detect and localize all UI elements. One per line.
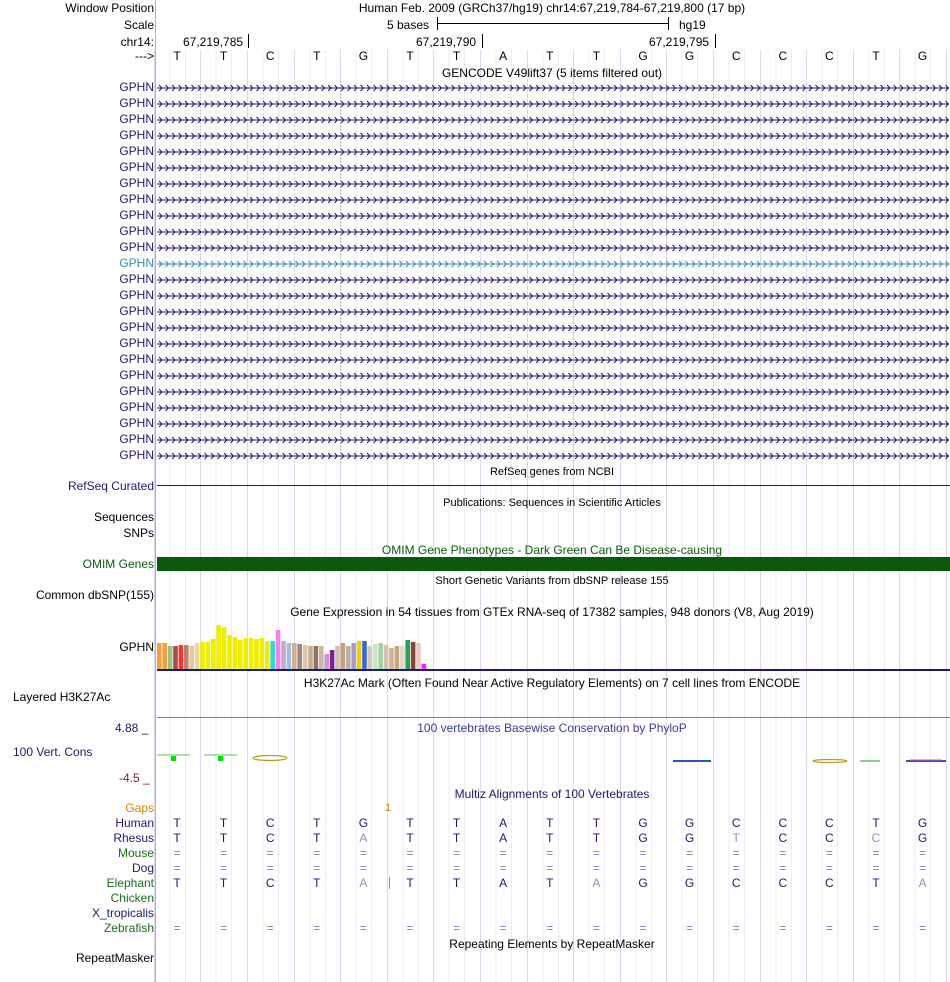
reference-base: T [313,49,321,63]
aligned-base: = [825,921,833,935]
phylop-max: 4.88 _ [115,721,149,735]
gencode-row-label[interactable]: GPHN [119,80,154,94]
aligned-base: = [872,846,880,860]
gaps-label: Gaps [125,801,154,815]
gencode-row-label[interactable]: GPHN [119,272,154,286]
dbsnp-title[interactable]: Short Genetic Variants from dbSNP release 155 [435,575,669,587]
gencode-row-label[interactable]: GPHN [119,240,154,254]
aligned-base: T [173,816,181,830]
aligned-base: = [872,921,880,935]
aligned-base: = [499,921,507,935]
gencode-row-label[interactable]: GPHN [119,224,154,238]
h3k27ac-title[interactable]: H3K27Ac Mark (Often Found Near Active Regulatory Elements) on 7 cell lines from ENCODE [303,676,801,690]
reference-base: G [684,49,695,63]
omim-label[interactable]: OMIM Genes [82,557,154,571]
reference-base: T [872,49,880,63]
aligned-base: = [406,921,414,935]
aligned-base: T [313,876,321,890]
reference-base: C [825,49,834,63]
reference-base: C [265,49,275,63]
aligned-base: T [219,831,228,845]
reference-base: T [406,49,414,63]
aligned-base: A [499,831,508,845]
aligned-base: = [266,921,274,935]
reference-base: G [917,49,928,63]
reference-base: T [546,49,554,63]
gencode-row-label[interactable]: GPHN [119,96,154,110]
publications-title[interactable]: Publications: Sequences in Scientific Articles [443,497,661,509]
aligned-base: = [173,921,181,935]
aligned-base: C [778,816,788,830]
gencode-row-label[interactable]: GPHN [119,112,154,126]
gencode-row-label[interactable]: GPHN [119,208,154,222]
species-label[interactable]: X_tropicalis [91,906,154,920]
aligned-base: T [592,816,601,830]
aligned-base: C [825,831,834,845]
gencode-row-label[interactable]: GPHN [119,320,154,334]
aligned-base: C [825,876,834,890]
aligned-base: T [313,816,321,830]
aligned-base: = [639,921,647,935]
gencode-row-label[interactable]: GPHN [119,176,154,190]
strand-label: ---> [135,49,154,63]
aligned-base: = [732,846,740,860]
aligned-base: = [872,861,880,875]
gencode-row-label[interactable]: GPHN [119,368,154,382]
aligned-base: T [592,831,601,845]
aligned-base: A [359,876,368,890]
aligned-base: = [779,846,787,860]
aligned-base: = [592,861,600,875]
aligned-base: C [731,876,741,890]
gencode-row-label[interactable]: GPHN [119,400,154,414]
scale-label: Scale [123,18,154,32]
aligned-base: G [684,876,695,890]
aligned-base: T [452,876,461,890]
aligned-base: = [686,921,694,935]
aligned-base: T [406,831,414,845]
aligned-base: = [732,921,740,935]
aligned-base: A [499,876,508,890]
aligned-base: = [406,846,414,860]
refseq-label[interactable]: RefSeq Curated [67,479,154,493]
aligned-base: = [313,861,321,875]
phylop-positive-mark [218,756,223,761]
aligned-base: T [546,876,554,890]
aligned-base: C [265,876,275,890]
aligned-base: T [219,816,228,830]
aligned-base: T [406,816,414,830]
aligned-base: G [917,816,928,830]
assembly-label: hg19 [679,18,706,32]
aligned-base: C [778,876,788,890]
aligned-base: = [453,861,461,875]
aligned-base: = [220,861,228,875]
species-label[interactable]: Mouse [117,846,154,860]
gencode-row-label[interactable]: GPHN [119,256,154,270]
aligned-base: T [452,816,461,830]
aligned-base: = [919,861,927,875]
aligned-base: = [919,921,927,935]
aligned-base: = [779,861,787,875]
aligned-base: = [639,846,647,860]
phylop-positive-mark [171,756,176,761]
publications-snps-label[interactable]: SNPs [123,526,154,540]
aligned-base: = [173,846,181,860]
aligned-base: C [265,816,275,830]
reference-base: T [173,49,181,63]
scale-text: 5 bases [387,18,430,32]
aligned-base: T [872,816,880,830]
aligned-base: = [499,846,507,860]
aligned-base: A [592,876,601,890]
aligned-base: T [173,831,181,845]
gencode-row-label[interactable]: GPHN [119,416,154,430]
window-position-text: Human Feb. 2009 (GRCh37/hg19) chr14:67,219,784-67,219,800 (17 bp) [358,1,746,15]
species-label[interactable]: Human [115,816,154,830]
species-label[interactable]: Elephant [106,876,154,890]
aligned-base: T [546,831,554,845]
gencode-row-label[interactable]: GPHN [119,192,154,206]
gap-count: 1 [385,802,392,814]
coord-tick-2: 67,219,790 [416,35,477,49]
refseq-title[interactable]: RefSeq genes from NCBI [489,466,615,478]
aligned-base: = [919,846,927,860]
reference-base: A [499,49,508,63]
aligned-base: = [453,846,461,860]
aligned-base: G [638,831,648,845]
aligned-base: C [871,831,881,845]
aligned-base: = [546,846,554,860]
gtex-title[interactable]: Gene Expression in 54 tissues from GTEx RNA-seq of 17382 samples, 948 donors (V8, Aug 2019) [290,605,814,619]
aligned-base: = [592,921,600,935]
aligned-base: = [406,861,414,875]
gencode-row-label[interactable]: GPHN [119,144,154,158]
aligned-base: = [313,921,321,935]
aligned-base: C [265,831,275,845]
species-label[interactable]: Zebrafish [103,921,154,935]
repeatmasker-title[interactable]: Repeating Elements by RepeatMasker [449,937,655,951]
aligned-base: A [359,831,368,845]
gencode-row-label[interactable]: GPHN [119,352,154,366]
aligned-base: = [686,846,694,860]
reference-base: T [452,49,461,63]
window-position-label: Window Position [65,1,154,15]
gencode-row-label[interactable]: GPHN [119,160,154,174]
aligned-base: = [499,861,507,875]
reference-base: C [778,49,788,63]
gtex-label[interactable]: GPHN [119,640,154,654]
aligned-base: = [313,846,321,860]
aligned-base: = [825,846,833,860]
gencode-row-label[interactable]: GPHN [119,288,154,302]
reference-base: T [219,49,228,63]
aligned-base: G [638,876,648,890]
reference-base: G [358,49,369,63]
elephant-insertion-mark [389,877,390,889]
gencode-row-label[interactable]: GPHN [119,432,154,446]
aligned-base: A [499,816,508,830]
aligned-base: = [686,861,694,875]
aligned-base: G [684,816,695,830]
aligned-base: = [592,846,600,860]
aligned-base: = [220,921,228,935]
aligned-base: = [173,861,181,875]
aligned-base: = [359,846,367,860]
gencode-row-label[interactable]: GPHN [119,128,154,142]
phylop-label[interactable]: 100 Vert. Cons [13,745,93,759]
publications-sequences-label[interactable]: Sequences [93,510,154,524]
phylop-neutral-mark [253,756,287,761]
aligned-base: C [778,831,788,845]
aligned-base: G [684,831,695,845]
phylop-title[interactable]: 100 vertebrates Basewise Conservation by PhyloP [417,721,687,735]
aligned-base: C [731,816,741,830]
aligned-base: G [358,816,369,830]
aligned-base: A [918,876,927,890]
aligned-base: = [359,861,367,875]
species-label[interactable]: Chicken [110,891,154,905]
aligned-base: = [546,861,554,875]
aligned-base: = [779,921,787,935]
species-label[interactable]: Dog [131,861,154,875]
aligned-base: T [732,831,740,845]
aligned-base: = [359,921,367,935]
aligned-base: = [266,846,274,860]
aligned-base: = [220,846,228,860]
reference-base: G [638,49,648,63]
aligned-base: T [406,876,414,890]
aligned-base: T [452,831,461,845]
aligned-base: T [173,876,181,890]
aligned-base: = [453,921,461,935]
gencode-row-label[interactable]: GPHN [119,304,154,318]
aligned-base: = [266,861,274,875]
gencode-row-label[interactable]: GPHN [119,384,154,398]
coord-tick-1: 67,219,785 [183,35,244,49]
aligned-base: C [825,816,834,830]
repeatmasker-label[interactable]: RepeatMasker [75,951,154,965]
aligned-base: G [638,816,648,830]
omim-title[interactable]: OMIM Gene Phenotypes - Dark Green Can Be Disease-causing [381,543,723,557]
h3k27ac-label[interactable]: Layered H3K27Ac [13,690,111,704]
reference-base: C [731,49,741,63]
gencode-row-label[interactable]: GPHN [119,448,154,462]
dbsnp-label[interactable]: Common dbSNP(155) [35,588,154,602]
coord-tick-3: 67,219,795 [649,35,710,49]
reference-base: T [592,49,601,63]
chrom-label: chr14: [120,35,154,49]
aligned-base: T [872,876,880,890]
aligned-base: T [546,816,554,830]
phylop-neutral-mark [813,760,847,763]
gencode-title[interactable]: GENCODE V49lift37 (5 items filtered out) [441,66,663,80]
multiz-title[interactable]: Multiz Alignments of 100 Vertebrates [454,787,650,801]
species-label[interactable]: Rhesus [113,831,154,845]
aligned-base: T [313,831,321,845]
aligned-base: G [917,831,928,845]
aligned-base: = [639,861,647,875]
aligned-base: = [825,861,833,875]
aligned-base: = [732,861,740,875]
aligned-base: T [219,876,228,890]
aligned-base: = [546,921,554,935]
gencode-row-label[interactable]: GPHN [119,336,154,350]
phylop-min: -4.5 _ [119,771,150,785]
